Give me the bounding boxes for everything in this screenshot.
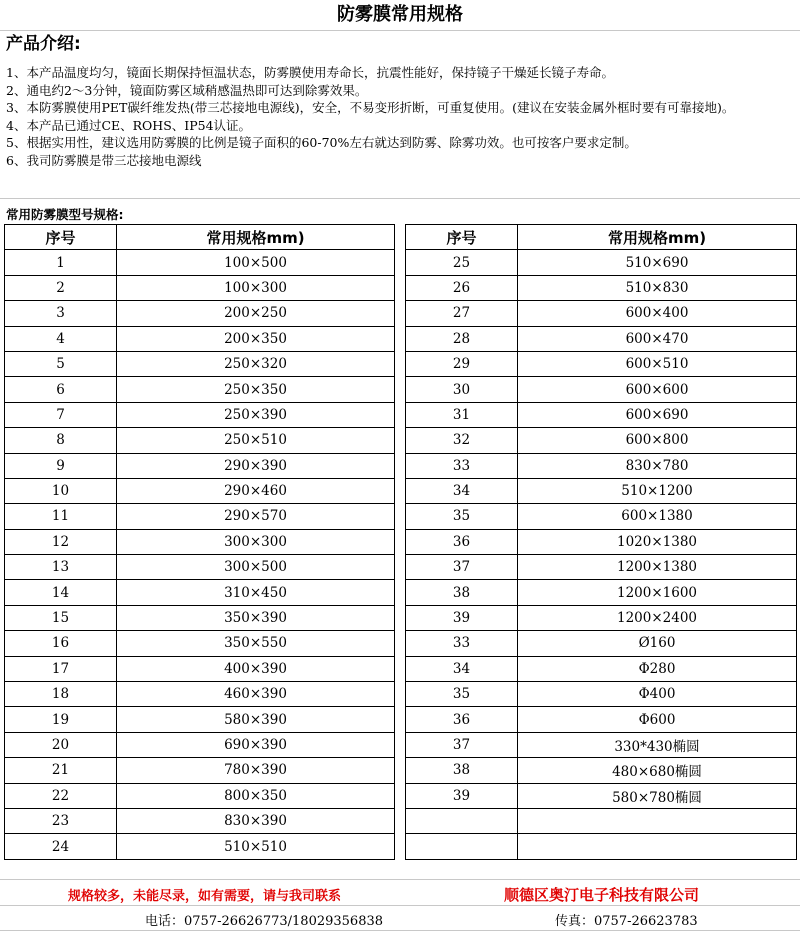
company-name: 顺德区奥汀电子科技有限公司 (504, 886, 700, 904)
row-spec: 510×510 (117, 834, 395, 859)
row-number: 17 (5, 656, 117, 681)
row-spec: 460×390 (117, 682, 395, 707)
footer-bottom (0, 907, 800, 929)
table-row (406, 631, 797, 656)
table-row (406, 555, 797, 580)
row-number: 27 (406, 301, 518, 326)
table-row (406, 529, 797, 554)
table-row (406, 478, 797, 503)
table-row (5, 580, 395, 605)
row-number: 33 (406, 631, 518, 656)
table-row (406, 834, 797, 859)
row-number: 13 (5, 555, 117, 580)
row-number: 29 (406, 351, 518, 376)
row-number: 38 (406, 580, 518, 605)
row-number: 3 (5, 301, 117, 326)
table-row (5, 758, 395, 783)
row-number: 1 (5, 250, 117, 275)
row-spec: 600×600 (518, 377, 797, 402)
row-spec: 830×780 (518, 453, 797, 478)
row-spec: 100×500 (117, 250, 395, 275)
table-row (5, 250, 395, 275)
row-number: 8 (5, 428, 117, 453)
row-number (406, 834, 518, 859)
table-header-row (406, 225, 797, 250)
row-number: 39 (406, 783, 518, 808)
row-number: 14 (5, 580, 117, 605)
row-number: 35 (406, 682, 518, 707)
row-number: 23 (5, 808, 117, 833)
table-row (406, 377, 797, 402)
divider (0, 879, 800, 880)
table-row (5, 834, 395, 859)
row-spec: 200×250 (117, 301, 395, 326)
row-number: 31 (406, 402, 518, 427)
table-row (406, 275, 797, 300)
row-spec: 510×690 (518, 250, 797, 275)
row-spec: Φ600 (518, 707, 797, 732)
row-number: 18 (5, 682, 117, 707)
row-number: 34 (406, 656, 518, 681)
table-row (5, 808, 395, 833)
table-row (406, 326, 797, 351)
divider (0, 198, 800, 199)
row-number: 24 (5, 834, 117, 859)
row-spec: 580×780椭圆 (518, 783, 797, 808)
table-row (406, 351, 797, 376)
table-row (406, 428, 797, 453)
row-number: 12 (5, 529, 117, 554)
row-number: 37 (406, 555, 518, 580)
row-number: 39 (406, 605, 518, 630)
row-spec: 800×350 (117, 783, 395, 808)
intro-line: 2、通电约2～3分钟，镜面防雾区域稍感温热即可达到除雾效果。 (6, 82, 368, 98)
table-row (5, 351, 395, 376)
table-row (406, 758, 797, 783)
intro-line: 3、本防雾膜使用PET碳纤维发热(带三芯接地电源线)，安全，不易变形折断，可重复使用。(建议在安装金属外框时要有可靠接地)。 (6, 100, 735, 115)
table-row (5, 656, 395, 681)
row-spec: 600×690 (518, 402, 797, 427)
table-row (5, 478, 395, 503)
row-spec: 510×1200 (518, 478, 797, 503)
divider (0, 905, 800, 906)
row-number: 2 (5, 275, 117, 300)
row-spec: 1200×1380 (518, 555, 797, 580)
row-spec: Φ400 (518, 682, 797, 707)
row-number: 4 (5, 326, 117, 351)
row-spec: 300×300 (117, 529, 395, 554)
table-row (406, 402, 797, 427)
row-number: 38 (406, 758, 518, 783)
row-number: 10 (5, 478, 117, 503)
row-spec: Ø160 (518, 631, 797, 656)
table-header-row (5, 225, 395, 250)
row-number: 15 (5, 605, 117, 630)
table-row (406, 250, 797, 275)
table-row (406, 783, 797, 808)
table-row (5, 732, 395, 757)
row-spec: 1200×2400 (518, 605, 797, 630)
row-spec: 310×450 (117, 580, 395, 605)
row-spec: 250×510 (117, 428, 395, 453)
table-row (5, 453, 395, 478)
row-spec: 100×300 (117, 275, 395, 300)
table-row (5, 707, 395, 732)
row-spec (518, 808, 797, 833)
row-number: 22 (5, 783, 117, 808)
row-number (406, 808, 518, 833)
row-spec: 350×390 (117, 605, 395, 630)
row-spec (518, 834, 797, 859)
row-spec: 290×390 (117, 453, 395, 478)
phone-number: 电话：0757-26626773/18029356838 (145, 914, 384, 929)
row-spec: 1020×1380 (518, 529, 797, 554)
intro-line: 6、我司防雾膜是带三芯接地电源线 (6, 152, 202, 168)
table-row (5, 783, 395, 808)
row-spec: 600×1380 (518, 504, 797, 529)
row-spec: 580×390 (117, 707, 395, 732)
table-row (5, 605, 395, 630)
row-number: 20 (5, 732, 117, 757)
row-number: 35 (406, 504, 518, 529)
row-number: 21 (5, 758, 117, 783)
table-row (406, 656, 797, 681)
table-row (5, 301, 395, 326)
table-row (406, 605, 797, 630)
row-number: 26 (406, 275, 518, 300)
table-row (406, 808, 797, 833)
row-number: 11 (5, 504, 117, 529)
table-row (406, 453, 797, 478)
row-number: 36 (406, 529, 518, 554)
table-row (5, 326, 395, 351)
header-spec: 常用规格mm) (518, 225, 797, 250)
row-spec: 690×390 (117, 732, 395, 757)
row-number: 19 (5, 707, 117, 732)
table-row (406, 682, 797, 707)
row-spec: 350×550 (117, 631, 395, 656)
table-row (5, 377, 395, 402)
row-spec: 600×400 (518, 301, 797, 326)
row-number: 28 (406, 326, 518, 351)
spec-table-right (405, 224, 797, 860)
row-number: 33 (406, 453, 518, 478)
row-spec: 780×390 (117, 758, 395, 783)
intro-heading: 产品介绍: (6, 34, 81, 54)
intro-line: 4、本产品已通过CE、ROHS、IP54认证。 (6, 117, 252, 133)
row-spec: 830×390 (117, 808, 395, 833)
fax-number: 传真：0757-26623783 (555, 914, 698, 929)
row-spec: 600×800 (518, 428, 797, 453)
spec-heading: 常用防雾膜型号规格: (6, 207, 124, 222)
row-spec: 300×500 (117, 555, 395, 580)
table-row (5, 402, 395, 427)
row-spec: 250×320 (117, 351, 395, 376)
table-row (5, 428, 395, 453)
intro-list (6, 64, 796, 169)
footer-top (0, 882, 800, 904)
header-no: 序号 (406, 225, 518, 250)
intro-line: 1、本产品温度均匀，镜面长期保持恒温状态，防雾膜使用寿命长，抗震性能好，保持镜子干燥延长镜子寿命。 (6, 65, 614, 80)
spec-table-left (4, 224, 395, 860)
table-row (5, 555, 395, 580)
row-number: 9 (5, 453, 117, 478)
header-spec: 常用规格mm) (117, 225, 395, 250)
row-spec: 400×390 (117, 656, 395, 681)
table-row (5, 631, 395, 656)
row-number: 7 (5, 402, 117, 427)
table-row (406, 504, 797, 529)
row-spec: 480×680椭圆 (518, 758, 797, 783)
table-row (5, 504, 395, 529)
row-spec: 250×350 (117, 377, 395, 402)
table-row (406, 301, 797, 326)
row-spec: 330*430椭圆 (518, 732, 797, 757)
table-row (5, 275, 395, 300)
table-row (5, 529, 395, 554)
page-title: 防雾膜常用规格 (0, 0, 800, 31)
table-row (5, 682, 395, 707)
row-spec: 600×470 (518, 326, 797, 351)
table-row (406, 707, 797, 732)
row-number: 36 (406, 707, 518, 732)
footer-note: 规格较多，未能尽录，如有需要，请与我司联系 (68, 889, 342, 904)
row-number: 6 (5, 377, 117, 402)
row-spec: 290×570 (117, 504, 395, 529)
row-number: 30 (406, 377, 518, 402)
row-spec: 200×350 (117, 326, 395, 351)
row-spec: 600×510 (518, 351, 797, 376)
row-spec: Φ280 (518, 656, 797, 681)
header-no: 序号 (5, 225, 117, 250)
row-spec: 290×460 (117, 478, 395, 503)
row-spec: 250×390 (117, 402, 395, 427)
table-row (406, 732, 797, 757)
row-number: 34 (406, 478, 518, 503)
row-number: 32 (406, 428, 518, 453)
row-spec: 1200×1600 (518, 580, 797, 605)
table-row (406, 580, 797, 605)
row-spec: 510×830 (518, 275, 797, 300)
intro-line: 5、根据实用性，建议选用防雾膜的比例是镜子面积的60-70%左右就达到防雾、除雾功效。也可按客户要求定制。 (6, 135, 637, 150)
row-number: 16 (5, 631, 117, 656)
row-number: 25 (406, 250, 518, 275)
row-number: 37 (406, 732, 518, 757)
row-number: 5 (5, 351, 117, 376)
